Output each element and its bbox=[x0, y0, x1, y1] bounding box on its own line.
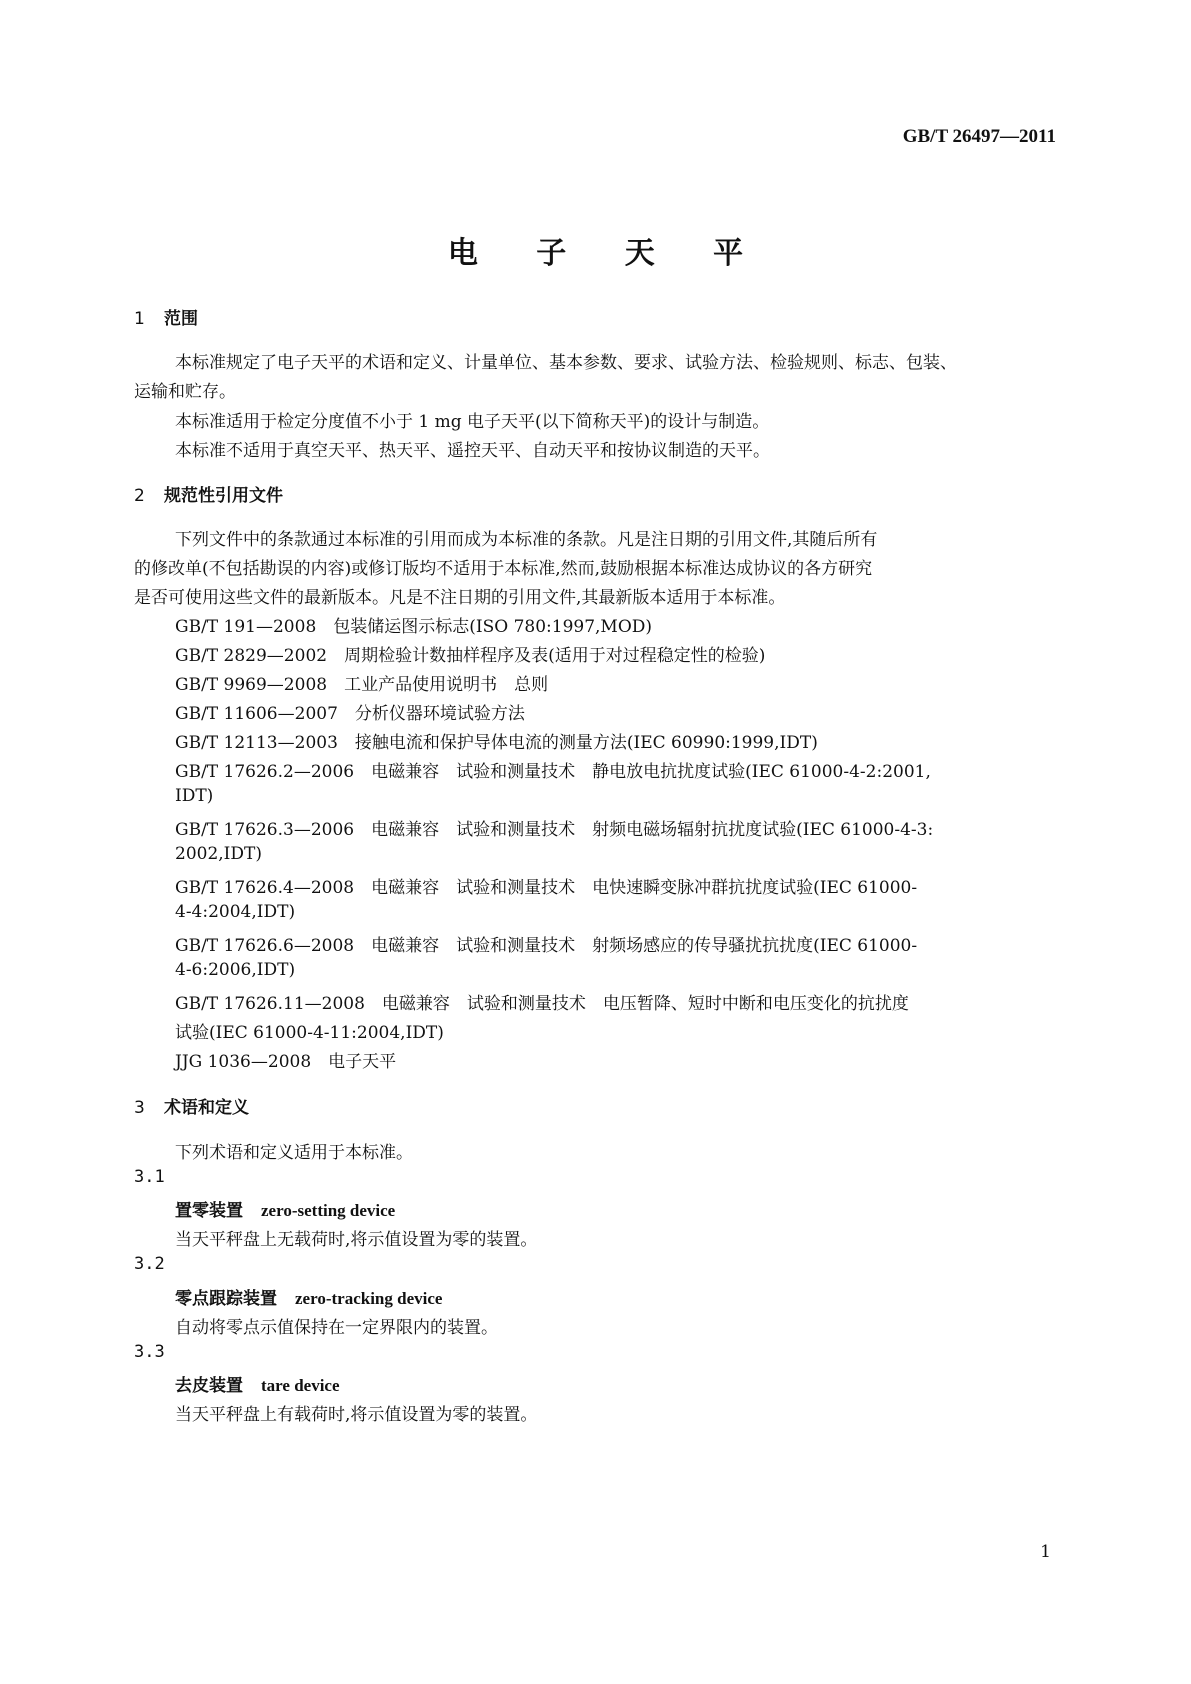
section-number: 2 bbox=[134, 486, 145, 506]
paragraph: 运输和贮存。 bbox=[134, 382, 236, 402]
reference-item: GB/T 17626.4—2008 电磁兼容 试验和测量技术 电快速瞬变脉冲群抗扰度试验(IEC 61000- bbox=[175, 878, 918, 898]
term-zh: 置零装置 bbox=[175, 1201, 243, 1221]
section-3-heading bbox=[134, 1093, 249, 1118]
paragraph: 的修改单(不包括勘误的内容)或修订版均不适用于本标准,然而,鼓励根据本标准达成协议的各方研究 bbox=[134, 559, 873, 579]
section-title: 术语和定义 bbox=[164, 1098, 249, 1118]
paragraph: 下列文件中的条款通过本标准的引用而成为本标准的条款。凡是注日期的引用文件,其随后所有 bbox=[175, 530, 878, 550]
term-en: zero-setting device bbox=[261, 1201, 396, 1220]
reference-item-cont: 4-6:2006,IDT) bbox=[175, 960, 296, 980]
paragraph: 是否可使用这些文件的最新版本。凡是不注日期的引用文件,其最新版本适用于本标准。 bbox=[134, 588, 786, 608]
section-number: 1 bbox=[134, 309, 145, 329]
reference-item: GB/T 9969—2008 工业产品使用说明书 总则 bbox=[175, 675, 549, 695]
standard-code: GB/T 26497—2011 bbox=[902, 126, 1056, 147]
term-zh: 去皮装置 bbox=[175, 1376, 243, 1396]
reference-item-cont: 2002,IDT) bbox=[175, 844, 262, 864]
reference-item: JJG 1036—2008 电子天平 bbox=[175, 1052, 397, 1072]
section-1-heading bbox=[134, 304, 198, 329]
reference-item: GB/T 11606—2007 分析仪器环境试验方法 bbox=[175, 704, 525, 724]
term-zh: 零点跟踪装置 bbox=[175, 1289, 277, 1309]
reference-item: GB/T 2829—2002 周期检验计数抽样程序及表(适用于对过程稳定性的检验) bbox=[175, 646, 766, 666]
reference-item: GB/T 17626.6—2008 电磁兼容 试验和测量技术 射频场感应的传导骚扰抗扰度(IEC 61000- bbox=[175, 936, 918, 956]
section-2-heading bbox=[134, 481, 283, 506]
reference-item: GB/T 17626.2—2006 电磁兼容 试验和测量技术 静电放电抗扰度试验(IEC 61000-4-2:2001, bbox=[175, 762, 931, 782]
section-title: 范围 bbox=[164, 309, 198, 329]
term-heading bbox=[175, 1284, 442, 1309]
reference-item-cont: 4-4:2004,IDT) bbox=[175, 902, 296, 922]
clause-number: 3.3 bbox=[134, 1342, 165, 1362]
paragraph: 下列术语和定义适用于本标准。 bbox=[175, 1143, 413, 1163]
term-heading bbox=[175, 1196, 395, 1221]
section-title: 规范性引用文件 bbox=[164, 486, 283, 506]
reference-item-cont: 试验(IEC 61000-4-11:2004,IDT) bbox=[175, 1023, 444, 1043]
paragraph: 本标准不适用于真空天平、热天平、遥控天平、自动天平和按协议制造的天平。 bbox=[175, 441, 770, 461]
clause-number: 3.2 bbox=[134, 1254, 165, 1274]
paragraph: 本标准适用于检定分度值不小于 1 mg 电子天平(以下简称天平)的设计与制造。 bbox=[175, 412, 770, 432]
reference-item-cont: IDT) bbox=[175, 786, 214, 806]
term-definition: 自动将零点示值保持在一定界限内的装置。 bbox=[175, 1318, 498, 1338]
term-definition: 当天平秤盘上无载荷时,将示值设置为零的装置。 bbox=[175, 1230, 538, 1250]
document-title: 电 子 天 平 bbox=[447, 236, 768, 271]
reference-item: GB/T 191—2008 包装储运图示标志(ISO 780:1997,MOD) bbox=[175, 617, 653, 637]
page-number: 1 bbox=[1040, 1542, 1051, 1562]
reference-item: GB/T 12113—2003 接触电流和保护导体电流的测量方法(IEC 60990:1999,IDT) bbox=[175, 733, 818, 753]
term-heading bbox=[175, 1371, 340, 1396]
reference-item: GB/T 17626.11—2008 电磁兼容 试验和测量技术 电压暂降、短时中断和电压变化的抗扰度 bbox=[175, 994, 909, 1014]
reference-item: GB/T 17626.3—2006 电磁兼容 试验和测量技术 射频电磁场辐射抗扰度试验(IEC 61000-4-3: bbox=[175, 820, 934, 840]
term-definition: 当天平秤盘上有载荷时,将示值设置为零的装置。 bbox=[175, 1405, 538, 1425]
paragraph: 本标准规定了电子天平的术语和定义、计量单位、基本参数、要求、试验方法、检验规则、标志、包装、 bbox=[175, 353, 957, 373]
clause-number: 3.1 bbox=[134, 1167, 165, 1187]
term-en: zero-tracking device bbox=[295, 1289, 443, 1308]
section-number: 3 bbox=[134, 1098, 145, 1118]
term-en: tare device bbox=[261, 1376, 340, 1395]
